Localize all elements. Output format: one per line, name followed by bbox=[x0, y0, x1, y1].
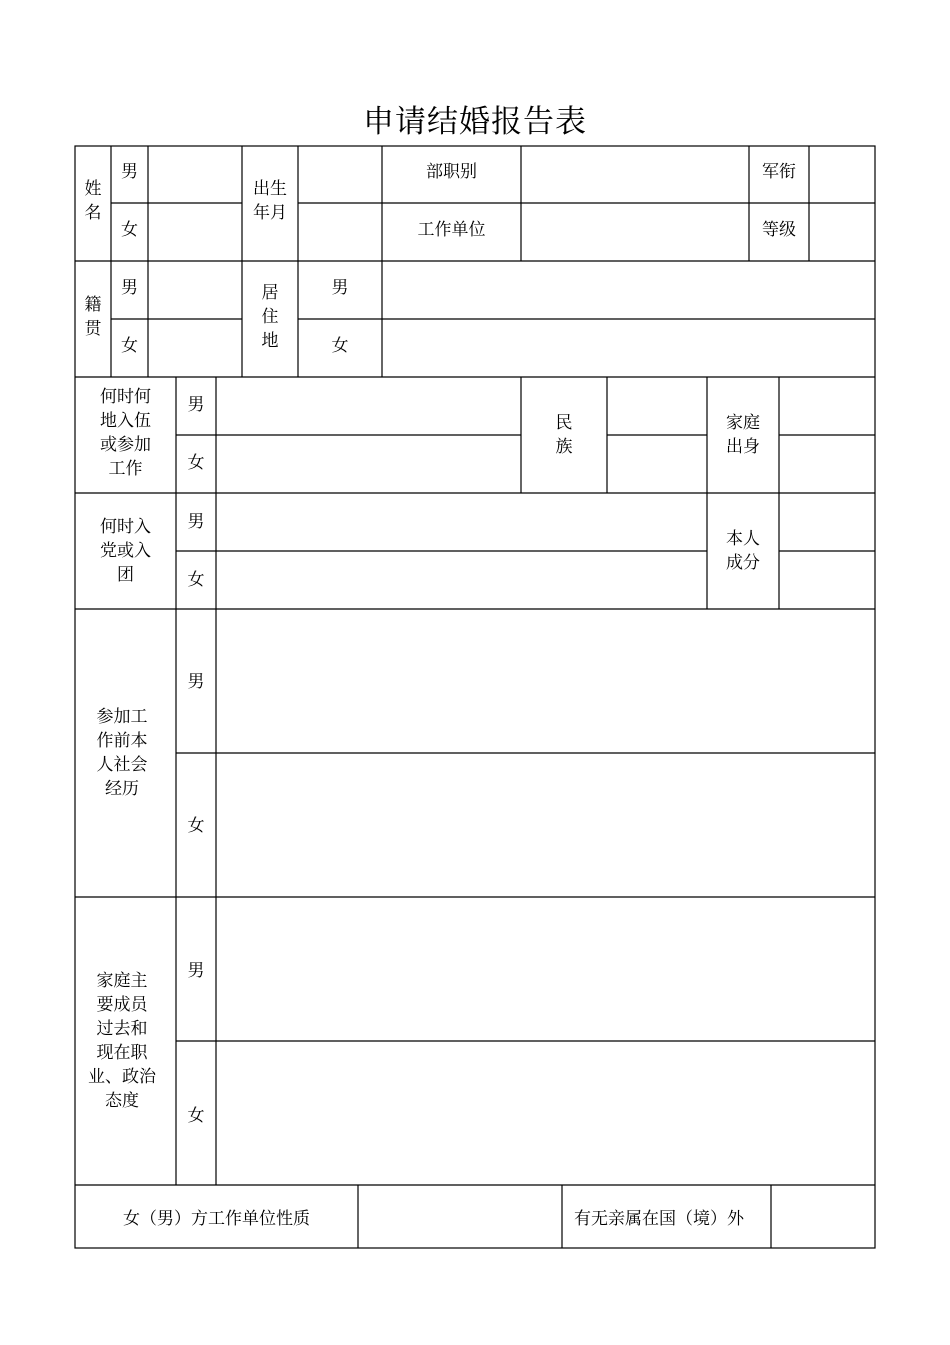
work-unit-label: 工作单位 bbox=[417, 220, 486, 239]
family-origin-female-field[interactable] bbox=[780, 436, 874, 492]
military-rank-label: 军衔 bbox=[762, 162, 796, 181]
residence-female-label: 女 bbox=[331, 336, 349, 355]
join-work-female-label: 女 bbox=[187, 453, 205, 472]
social-history-female-label: 女 bbox=[187, 816, 205, 835]
work-unit-field[interactable] bbox=[522, 204, 748, 260]
grade-label: 等级 bbox=[762, 220, 796, 239]
residence-label: 居 住 地 bbox=[261, 283, 279, 350]
join-work-male-field[interactable] bbox=[217, 378, 520, 434]
personal-status-male-field[interactable] bbox=[780, 494, 874, 550]
family-members-male-field[interactable] bbox=[217, 898, 874, 1040]
overseas-relatives-field[interactable] bbox=[772, 1186, 874, 1247]
birth-label: 出生 年月 bbox=[253, 179, 287, 222]
join-party-female-field[interactable] bbox=[217, 552, 706, 608]
ethnicity-label: 民 族 bbox=[555, 413, 573, 456]
join-party-male-label: 男 bbox=[187, 512, 205, 531]
join-work-label: 何时何 地入伍 或参加 工作 bbox=[100, 387, 151, 478]
name-male-field[interactable] bbox=[149, 147, 241, 202]
social-history-label: 参加工 作前本 人社会 经历 bbox=[96, 707, 148, 798]
ethnicity-female-field[interactable] bbox=[608, 436, 706, 492]
native-place-label: 籍 贯 bbox=[84, 295, 102, 338]
birth-male-field[interactable] bbox=[299, 147, 381, 202]
unit-nature-field[interactable] bbox=[359, 1186, 561, 1247]
family-origin-male-field[interactable] bbox=[780, 378, 874, 434]
name-label: 姓 名 bbox=[84, 179, 102, 222]
department-post-label: 部职别 bbox=[426, 162, 477, 181]
name-female-field[interactable] bbox=[149, 204, 241, 260]
native-male-field[interactable] bbox=[149, 262, 241, 318]
personal-status-label: 本人 成分 bbox=[726, 529, 760, 572]
personal-status-female-field[interactable] bbox=[780, 552, 874, 608]
family-members-female-label: 女 bbox=[187, 1106, 205, 1125]
grade-field[interactable] bbox=[810, 204, 874, 260]
military-rank-field[interactable] bbox=[810, 147, 874, 202]
name-female-label: 女 bbox=[121, 220, 138, 239]
residence-female-field[interactable] bbox=[383, 320, 874, 376]
join-party-female-label: 女 bbox=[187, 570, 205, 589]
overseas-relatives-label: 有无亲属在国（境）外 bbox=[574, 1209, 744, 1228]
family-origin-label: 家庭 出身 bbox=[726, 413, 760, 456]
join-party-label: 何时入 党或入 团 bbox=[100, 517, 151, 584]
social-history-female-field[interactable] bbox=[217, 754, 874, 896]
social-history-male-field[interactable] bbox=[217, 610, 874, 752]
birth-female-field[interactable] bbox=[299, 204, 381, 260]
family-members-female-field[interactable] bbox=[217, 1042, 874, 1184]
residence-male-field[interactable] bbox=[383, 262, 874, 318]
native-male-label: 男 bbox=[121, 278, 138, 297]
social-history-male-label: 男 bbox=[187, 672, 205, 691]
family-members-male-label: 男 bbox=[187, 961, 205, 980]
form-title: 申请结婚报告表 bbox=[363, 104, 587, 139]
join-party-male-field[interactable] bbox=[217, 494, 706, 550]
name-male-label: 男 bbox=[121, 162, 138, 181]
native-female-label: 女 bbox=[121, 336, 138, 355]
residence-male-label: 男 bbox=[331, 278, 349, 297]
native-female-field[interactable] bbox=[149, 320, 241, 376]
department-post-field[interactable] bbox=[522, 147, 748, 202]
join-work-female-field[interactable] bbox=[217, 436, 520, 492]
join-work-male-label: 男 bbox=[187, 395, 205, 414]
ethnicity-male-field[interactable] bbox=[608, 378, 706, 434]
unit-nature-label: 女（男）方工作单位性质 bbox=[123, 1209, 310, 1228]
family-members-label: 家庭主 要成员 过去和 现在职 业、政治 态度 bbox=[88, 971, 156, 1110]
